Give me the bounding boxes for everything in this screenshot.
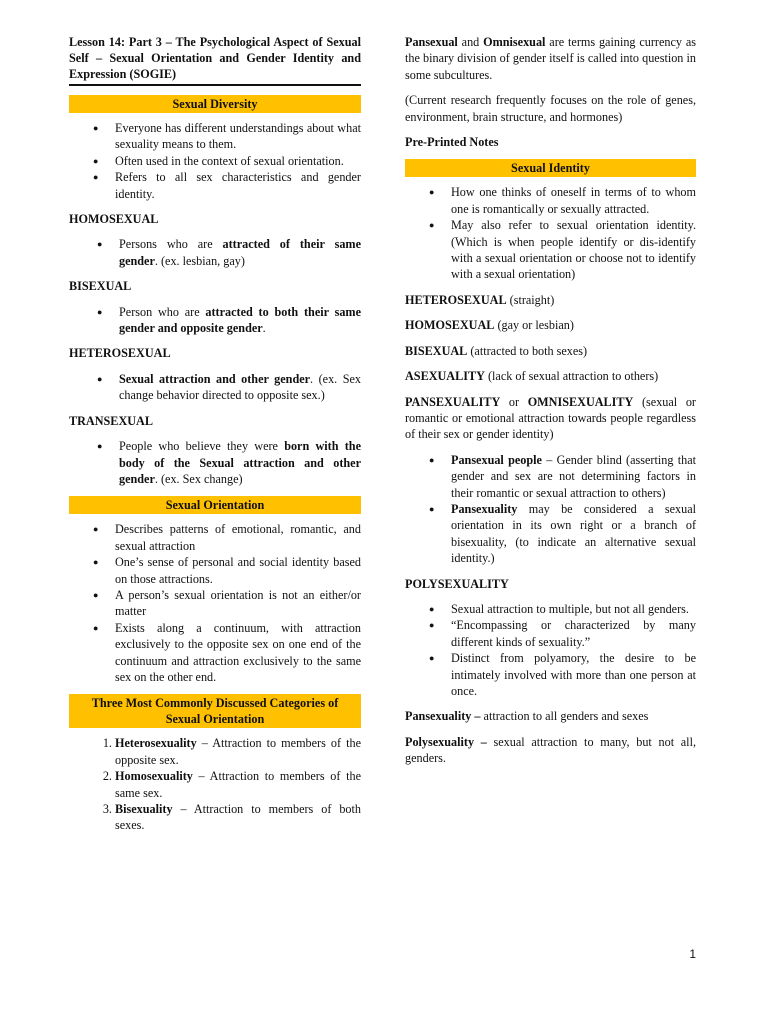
text: . (ex. Sex change behavior directed to opposite sex.) (119, 371, 361, 403)
term: PANSEXUALITY (405, 394, 501, 409)
text: – Attraction to members of the same sex. (115, 769, 361, 800)
definition-bisexual (405, 343, 696, 359)
heading-homosexual: HOMOSEXUAL (69, 212, 159, 227)
term: Homosexuality (115, 769, 193, 784)
text: . (ex. lesbian, gay) (154, 253, 245, 268)
bold-text: Sexual attraction and other gender (119, 371, 311, 386)
sexual-orientation-list (69, 521, 361, 685)
heading-polysexuality: POLYSEXUALITY (405, 576, 509, 591)
summary-polysexuality (405, 734, 696, 767)
section-band-sexual-orientation: Sexual Orientation (69, 496, 361, 514)
text: or (500, 394, 528, 409)
section-band-sexual-diversity: Sexual Diversity (69, 95, 361, 113)
bold-text: attracted to both their same gender and opposite gender (119, 304, 361, 336)
right-column (405, 34, 696, 776)
list-item (451, 452, 696, 501)
pansexuality-list (405, 452, 696, 567)
section-band-categories: Three Most Commonly Discussed Categories of Sexual Orientation (69, 694, 361, 728)
text: (attracted to both sexes) (467, 343, 588, 358)
heterosexual-list (69, 371, 361, 404)
bold-text: attracted of their same gender (119, 237, 361, 268)
text: and (457, 35, 484, 49)
definition-pansexuality (405, 394, 696, 443)
sexual-identity-list (405, 184, 696, 282)
polysexuality-list (405, 601, 696, 699)
term: Polysexuality – (405, 734, 487, 749)
heading-transexual: TRANSEXUAL (69, 413, 153, 428)
text: attraction to all genders and sexes (480, 709, 649, 724)
left-column (69, 34, 361, 843)
list-item (115, 735, 361, 768)
term: Omnisexual (483, 35, 546, 49)
term: Heterosexuality (115, 736, 197, 751)
list-item (119, 304, 361, 337)
list-item: ● “Encompassing or characterized by many different kinds of sexuality.” (451, 617, 696, 650)
term: Pansexual (405, 35, 458, 49)
text: (gay or lesbian) (494, 318, 574, 333)
page-number: 1 (689, 946, 696, 961)
list-item (451, 501, 696, 567)
term: Pansexuality – (405, 709, 481, 724)
categories-list (69, 735, 361, 833)
list-item: ● May also refer to sexual orientation identity. (Which is when people identify or dis-identify with a sexual orientation or choose not to identify with a sexual orientation) (451, 217, 696, 283)
term: BISEXUAL (405, 343, 468, 358)
term: HOMOSEXUAL (405, 318, 495, 333)
lesson-title: Lesson 14: Part 3 – The Psychological Aspect of Sexual Self – Sexual Orientation and Gender Identity and Expression (SOGIE) (69, 34, 361, 86)
list-item (115, 768, 361, 801)
bisexual-list (69, 304, 361, 337)
list-item: ● Distinct from polyamory, the desire to be intimately involved with more than one person at once. (451, 650, 696, 699)
text: . (ex. Sex change) (154, 471, 243, 486)
term: Pansexuality (451, 501, 518, 516)
term: ASEXUALITY (405, 369, 485, 384)
text: (straight) (506, 292, 555, 307)
homosexual-list (69, 236, 361, 269)
list-item: ● Everyone has different understandings about what sexuality means to them. (115, 120, 361, 153)
text: may be considered a sexual orientation in its own right or a branch of bisexuality, (to indicate an alternative sexual identity.) (451, 501, 696, 566)
heading-heterosexual: HETEROSEXUAL (69, 346, 171, 361)
list-item: ● A person’s sexual orientation is not an either/or matter (115, 587, 361, 620)
term: Pansexual people (451, 452, 542, 467)
list-item: ● How one thinks of oneself in terms of to whom one is romantically or sexually attracted. (451, 184, 696, 217)
text: People who believe they were (119, 439, 285, 454)
text: are terms gaining currency as the binary division of gender itself is called into question in some subcultures. (405, 35, 696, 82)
list-item: ● Sexual attraction to multiple, but not all genders. (451, 601, 696, 617)
research-paragraph: (Current research frequently focuses on the role of genes, environment, brain structure, and hormones) (405, 93, 696, 124)
text: . (262, 321, 266, 336)
bold-text: born with the body of the Sexual attraction and other gender (119, 439, 361, 486)
text: sexual attraction to many, but not all, genders. (405, 734, 696, 766)
definition-heterosexual (405, 292, 696, 308)
text: – Gender blind (asserting that gender and sex are not determining factors in their romantic or sexual attraction to others) (451, 452, 696, 500)
term: HETEROSEXUAL (405, 292, 507, 307)
list-item: ● Describes patterns of emotional, romantic, and sexual attraction (115, 521, 361, 554)
list-item: ● Refers to all sex characteristics and gender identity. (115, 169, 361, 202)
text: – Attraction to members of the opposite sex. (115, 736, 361, 767)
text: Persons who are (119, 237, 223, 252)
term: Bisexuality (115, 802, 173, 816)
text: Person who are (119, 304, 206, 319)
sexual-diversity-list (69, 120, 361, 202)
text: (lack of sexual attraction to others) (484, 369, 659, 384)
list-item (119, 236, 361, 269)
heading-pre-printed-notes: Pre-Printed Notes (405, 135, 499, 150)
list-item: ● One’s sense of personal and social identity based on those attractions. (115, 554, 361, 587)
text: (sexual or romantic or emotional attraction towards people regardless of their sex or gender identity) (405, 394, 696, 442)
list-item: ● Often used in the context of sexual orientation. (115, 153, 361, 169)
list-item (119, 371, 361, 404)
section-band-sexual-identity: Sexual Identity (405, 159, 696, 177)
intro-paragraph (405, 34, 696, 83)
term: OMNISEXUALITY (527, 394, 634, 409)
summary-pansexuality (405, 708, 696, 724)
definition-homosexual (405, 317, 696, 333)
list-item (119, 438, 361, 487)
transexual-list (69, 438, 361, 487)
heading-bisexual: BISEXUAL (69, 279, 132, 294)
definition-asexuality (405, 368, 696, 384)
list-item (115, 801, 361, 834)
text: – Attraction to members of both sexes. (115, 802, 361, 833)
list-item: ● Exists along a continuum, with attraction exclusively to the opposite sex on one end of the continuum and attraction exclusively to the same sex on the other end. (115, 620, 361, 686)
